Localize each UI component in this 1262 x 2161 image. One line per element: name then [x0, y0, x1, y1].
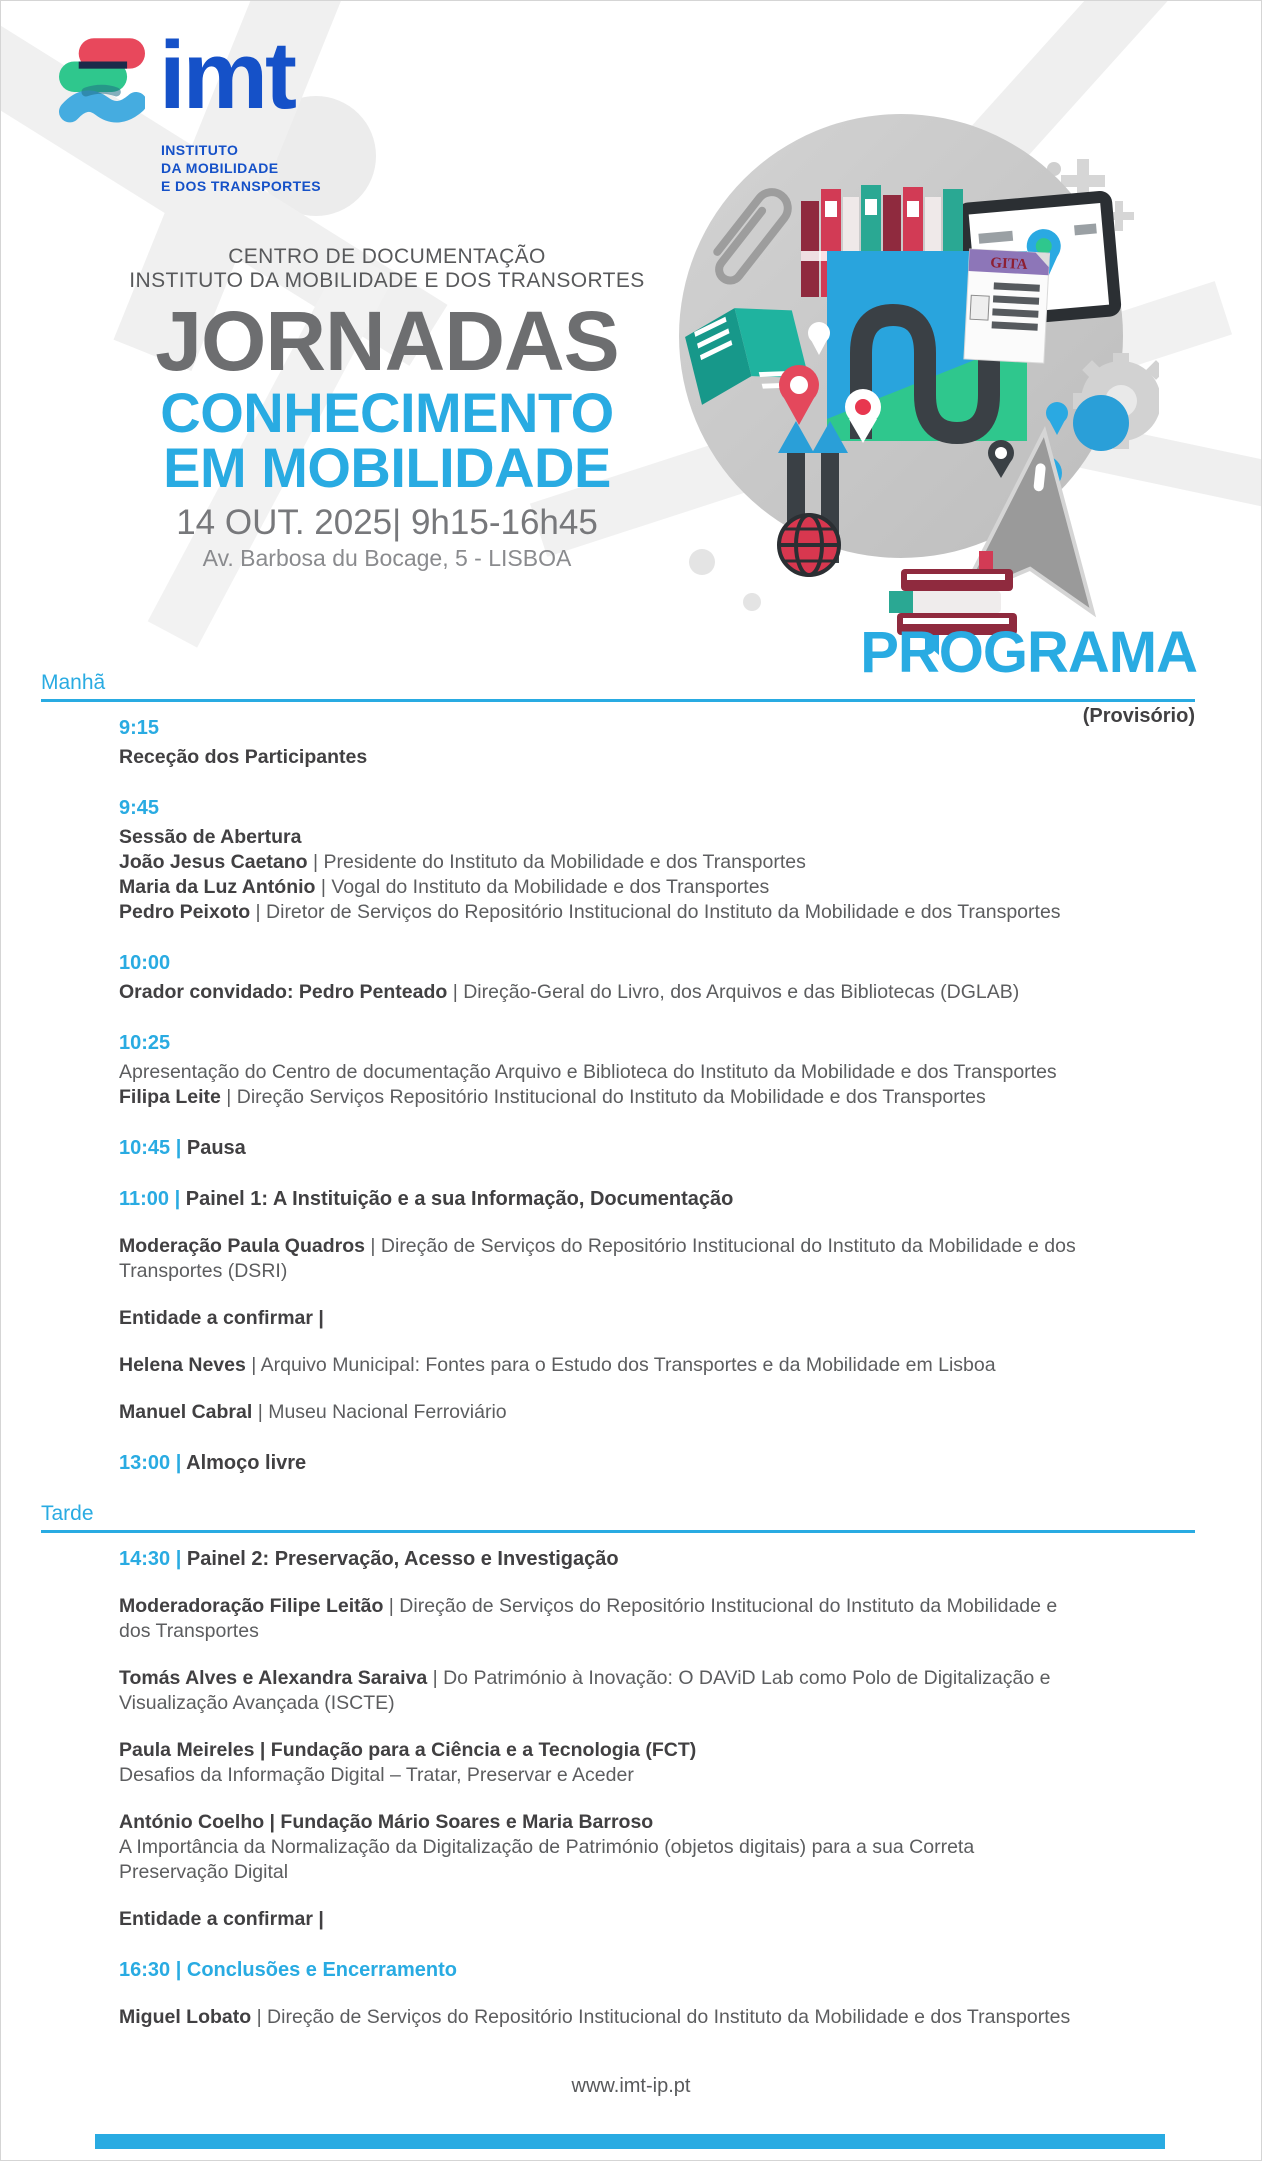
speaker-role: A Importância da Normalização da Digitalização de Património (objetos digitais) para a sua Correta: [119, 1836, 975, 1858]
speaker-name: Pedro Peixoto: [119, 901, 251, 923]
schedule-item: [119, 1031, 1173, 1110]
text-line: [119, 980, 1173, 1005]
text-line: [119, 1810, 1173, 1835]
speaker-name: Helena Neves: [119, 1354, 252, 1376]
text-line: [119, 1400, 1173, 1425]
speaker-name: Maria da Luz António: [119, 876, 316, 898]
program-area: [1, 605, 1261, 2056]
text-line: [119, 1763, 1173, 1788]
text-line: [119, 825, 1173, 850]
program-heading: PROGRAMA: [860, 620, 1197, 685]
speaker-name: Orador convidado: Pedro Penteado: [119, 981, 448, 1003]
item-header: [119, 1958, 1173, 1983]
event-banner: [97, 245, 677, 571]
schedule-item: [119, 716, 1173, 770]
speaker-role: | Arquivo Municipal: Fontes para o Estudo dos Transportes e da Mobilidade em Lisboa: [251, 1354, 996, 1376]
item-time: 10:45: [119, 1137, 171, 1159]
speaker-role: dos Transportes: [119, 1620, 259, 1642]
text-line: [119, 1666, 1173, 1691]
globe-icon: [779, 515, 839, 575]
item-paragraph: [119, 1353, 1173, 1378]
item-paragraph: [119, 980, 1173, 1005]
imt-logo-mark-icon: [59, 35, 145, 131]
gita-document: [964, 249, 1050, 363]
item-header: [119, 1187, 1173, 1212]
separator: |: [170, 1548, 187, 1570]
item-header: [119, 1451, 1173, 1476]
item-time: 11:00: [119, 1188, 170, 1210]
program-section: [1, 671, 1261, 1476]
speaker-role: Apresentação do Centro de documentação Arquivo e Biblioteca do Instituto da Mobilidade e dos Transportes: [119, 1061, 1057, 1083]
speaker-role: | Do Património à Inovação: O DAViD Lab como Polo de Digitalização e: [427, 1667, 1051, 1689]
speaker-name: Manuel Cabral: [119, 1401, 253, 1423]
speaker-role: | Direção de Serviços do Repositório Institucional do Instituto da Mobilidade e dos: [365, 1235, 1076, 1257]
text-line: [119, 1860, 1173, 1885]
item-paragraph: [119, 1060, 1173, 1110]
event-datetime: 14 OUT. 2025| 9h15-16h45: [176, 503, 598, 542]
text-line: [119, 850, 1173, 875]
website-url: www.imt-ip.pt: [571, 2075, 691, 2097]
text-line: [119, 1619, 1173, 1644]
speaker-name: António Coelho | Fundação Mário Soares e Maria Barroso: [119, 1811, 654, 1833]
speaker-role: Preservação Digital: [119, 1861, 289, 1883]
text-line: [119, 2005, 1173, 2030]
text-line: [119, 875, 1173, 900]
item-time: 9:15: [119, 717, 160, 739]
section-items: [1, 1533, 1261, 2030]
item-paragraph: [119, 1234, 1173, 1284]
item-paragraph: [119, 1666, 1173, 1716]
schedule-item: [119, 796, 1173, 925]
text-line: [119, 1691, 1173, 1716]
section-header: [41, 1502, 1195, 1533]
item-title: Conclusões e Encerramento: [186, 1959, 457, 1981]
text-line: [119, 1234, 1173, 1259]
section-label: Tarde: [41, 1502, 94, 1525]
item-paragraph: [119, 1738, 1173, 1788]
speaker-role: Visualização Avançada (ISCTE): [119, 1692, 395, 1714]
text-line: [119, 1306, 1173, 1331]
speaker-role: | Direção-Geral do Livro, dos Arquivos e das Bibliotecas (DGLAB): [447, 981, 1020, 1003]
text-line: [119, 745, 1173, 770]
speaker-name: Moderação Paula Quadros: [119, 1235, 365, 1257]
speaker-role: | Direção de Serviços do Repositório Institucional do Instituto da Mobilidade e dos Transportes: [251, 2006, 1071, 2028]
bottom-accent-bar: [95, 2134, 1165, 2149]
org-line: INSTITUTO: [161, 142, 239, 158]
item-time: 13:00: [119, 1452, 171, 1474]
text-line: [119, 1907, 1173, 1932]
speaker-name: Paula Meireles | Fundação para a Ciência e a Tecnologia (FCT): [119, 1739, 697, 1761]
section-label: Manhã: [41, 671, 106, 694]
speaker-name: Moderadoração Filipe Leitão: [119, 1595, 384, 1617]
item-time: 10:25: [119, 1032, 171, 1054]
speaker-name: João Jesus Caetano: [119, 851, 308, 873]
schedule-item: [119, 1958, 1173, 2030]
item-title: Painel 1: A Instituição e a sua Informação, Documentação: [185, 1188, 734, 1210]
text-line: [119, 1060, 1173, 1085]
speaker-name: Sessão de Abertura: [119, 826, 302, 848]
item-title: Painel 2: Preservação, Acesso e Investigação: [186, 1548, 619, 1570]
speaker-role: | Museu Nacional Ferroviário: [252, 1401, 507, 1423]
text-line: [119, 1594, 1173, 1619]
item-time: 10:00: [119, 952, 171, 974]
event-title-line3: EM MOBILIDADE: [163, 436, 611, 499]
text-line: [119, 1835, 1173, 1860]
text-line: [119, 1353, 1173, 1378]
item-time: 16:30: [119, 1959, 171, 1981]
org-line: E DOS TRANSPORTES: [161, 178, 322, 194]
program-sections: [1, 671, 1261, 2030]
item-paragraph: [119, 1400, 1173, 1425]
program-section: [1, 1502, 1261, 2030]
speaker-name: Entidade a confirmar |: [119, 1908, 324, 1930]
speaker-name: Miguel Lobato: [119, 2006, 252, 2028]
item-paragraph: [119, 1907, 1173, 1932]
speaker-role: | Direção de Serviços do Repositório Institucional do Instituto da Mobilidade e: [383, 1595, 1058, 1617]
kicker-line: INSTITUTO DA MOBILIDADE E DOS TRANSORTES: [129, 269, 645, 292]
text-line: [119, 1259, 1173, 1284]
item-title: Pausa: [186, 1137, 246, 1159]
speaker-role: | Diretor de Serviços do Repositório Institucional do Instituto da Mobilidade e dos Transportes: [250, 901, 1061, 923]
item-time: 14:30: [119, 1548, 171, 1570]
speaker-role: | Direção Serviços Repositório Institucional do Instituto da Mobilidade e dos Transportes: [220, 1086, 986, 1108]
schedule-item: [119, 951, 1173, 1005]
org-line: DA MOBILIDADE: [161, 160, 279, 176]
gear-icon: [1073, 353, 1159, 451]
event-title-line2: CONHECIMENTO: [160, 381, 614, 444]
speaker-role: | Vogal do Instituto da Mobilidade e dos Transportes: [315, 876, 770, 898]
item-header: [119, 1547, 1173, 1572]
speaker-role: Desafios da Informação Digital – Tratar, Preservar e Aceder: [119, 1764, 634, 1786]
text-line: [119, 1085, 1173, 1110]
program-subtitle: (Provisório): [1082, 705, 1195, 727]
item-time: 9:45: [119, 797, 160, 819]
speaker-name: Filipa Leite: [119, 1086, 221, 1108]
text-line: [119, 900, 1173, 925]
separator: |: [170, 1137, 187, 1159]
schedule-item: [119, 1136, 1173, 1161]
separator: |: [170, 1959, 187, 1981]
item-paragraph: [119, 1810, 1173, 1885]
item-paragraph: [119, 825, 1173, 925]
kicker-line: CENTRO DE DOCUMENTAÇÃO: [228, 245, 546, 268]
item-header: [119, 1136, 1173, 1161]
schedule-item: [119, 1451, 1173, 1476]
imt-wordmark: imt: [159, 22, 294, 129]
speaker-role: | Presidente do Instituto da Mobilidade e dos Transportes: [307, 851, 806, 873]
item-title: Almoço livre: [186, 1452, 307, 1474]
schedule-item: [119, 1547, 1173, 1932]
mobility-knowledge-illustration: [649, 101, 1159, 671]
item-paragraph: [119, 1306, 1173, 1331]
speaker-name: Tomás Alves e Alexandra Saraiva: [119, 1667, 428, 1689]
event-title: JORNADAS: [155, 294, 619, 388]
separator: |: [169, 1188, 186, 1210]
text-line: [119, 1738, 1173, 1763]
separator: |: [170, 1452, 187, 1474]
event-address: Av. Barbosa du Bocage, 5 - LISBOA: [202, 545, 572, 571]
item-paragraph: [119, 1594, 1173, 1644]
schedule-item: [119, 1187, 1173, 1425]
speaker-role: Transportes (DSRI): [119, 1260, 288, 1282]
imt-org-name: [161, 141, 321, 195]
speaker-name: Receção dos Participantes: [119, 746, 368, 768]
imt-logo: [59, 22, 322, 195]
gita-label: GITA: [989, 255, 1028, 274]
section-items: [1, 702, 1261, 1476]
item-paragraph: [119, 2005, 1173, 2030]
speaker-name: Entidade a confirmar |: [119, 1307, 324, 1329]
item-paragraph: [119, 745, 1173, 770]
